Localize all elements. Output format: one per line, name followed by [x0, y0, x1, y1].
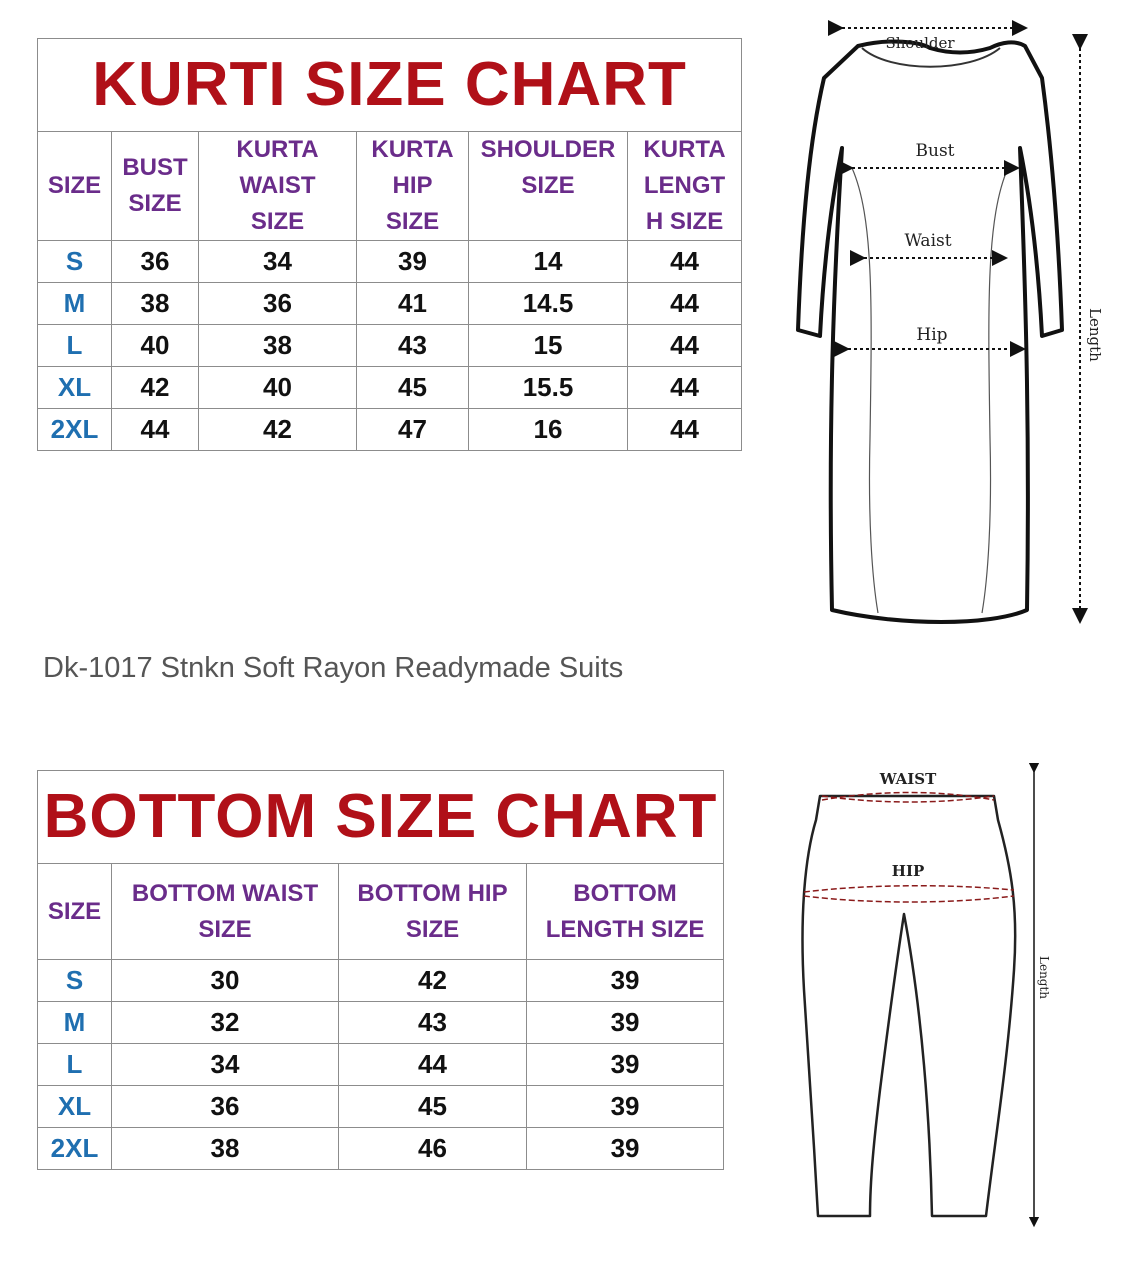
waist-label: WAIST [879, 770, 937, 788]
waist-value: 36 [199, 283, 357, 325]
product-caption: Dk-1017 Stnkn Soft Rayon Readymade Suits [43, 652, 624, 684]
bottom-length-value: 39 [527, 1044, 724, 1086]
hip-label: HIP [891, 862, 925, 880]
header-bottom-hip-size: BOTTOM HIP SIZE [339, 864, 527, 960]
bottom-hip-value: 44 [339, 1044, 527, 1086]
shoulder-value: 14.5 [469, 283, 628, 325]
pants-outline [803, 796, 1016, 1216]
length-value: 44 [628, 325, 742, 367]
kurti-chart-title: KURTI SIZE CHART [38, 39, 742, 132]
table-row [38, 960, 724, 1002]
header-bust-size: BUST SIZE [112, 132, 199, 241]
size-label: L [38, 325, 112, 367]
bottom-waist-value: 30 [112, 960, 339, 1002]
header-bottom-waist-size: BOTTOM WAIST SIZE [112, 864, 339, 960]
length-value: 44 [628, 283, 742, 325]
header-kurta-hip-size: KURTA HIP SIZE [357, 132, 469, 241]
waist-value: 38 [199, 325, 357, 367]
hip-value: 39 [357, 241, 469, 283]
waist-value: 34 [199, 241, 357, 283]
length-label: Length [1037, 956, 1051, 1000]
length-value: 44 [628, 409, 742, 451]
bottom-header-row [38, 864, 724, 960]
bottom-length-value: 39 [527, 1128, 724, 1170]
bust-value: 42 [112, 367, 199, 409]
bottom-size-table [37, 770, 724, 1170]
size-label: 2XL [38, 409, 112, 451]
kurti-header-row [38, 132, 742, 241]
header-shoulder-size: SHOULDER SIZE [469, 132, 628, 241]
table-row [38, 1044, 724, 1086]
size-label: XL [38, 367, 112, 409]
waist-value: 40 [199, 367, 357, 409]
bottom-length-value: 39 [527, 960, 724, 1002]
hip-value: 47 [357, 409, 469, 451]
header-kurta-length-size: KURTA LENGT H SIZE [628, 132, 742, 241]
length-value: 44 [628, 241, 742, 283]
shoulder-value: 15.5 [469, 367, 628, 409]
size-label: M [38, 1002, 112, 1044]
shoulder-value: 14 [469, 241, 628, 283]
bust-value: 38 [112, 283, 199, 325]
shoulder-value: 16 [469, 409, 628, 451]
header-bottom-length-size: BOTTOM LENGTH SIZE [527, 864, 724, 960]
table-row [38, 409, 742, 451]
kurti-size-table [37, 38, 742, 451]
size-label: L [38, 1044, 112, 1086]
bottom-hip-value: 42 [339, 960, 527, 1002]
bottom-hip-value: 46 [339, 1128, 527, 1170]
bottom-hip-value: 43 [339, 1002, 527, 1044]
table-row [38, 325, 742, 367]
table-row [38, 1002, 724, 1044]
hip-value: 41 [357, 283, 469, 325]
length-value: 44 [628, 367, 742, 409]
bottom-hip-value: 45 [339, 1086, 527, 1128]
shoulder-value: 15 [469, 325, 628, 367]
bottom-measurement-diagram [790, 760, 1070, 1230]
size-label: XL [38, 1086, 112, 1128]
bottom-waist-value: 38 [112, 1128, 339, 1170]
hip-value: 45 [357, 367, 469, 409]
kurti-measurement-diagram [780, 18, 1120, 638]
bust-label: Bust [915, 141, 955, 161]
table-row [38, 283, 742, 325]
length-label: Length [1086, 308, 1104, 362]
waist-label: Waist [904, 231, 952, 251]
waist-value: 42 [199, 409, 357, 451]
size-label: S [38, 960, 112, 1002]
table-row [38, 367, 742, 409]
bust-value: 36 [112, 241, 199, 283]
bottom-waist-value: 36 [112, 1086, 339, 1128]
bust-value: 40 [112, 325, 199, 367]
size-label: 2XL [38, 1128, 112, 1170]
bust-value: 44 [112, 409, 199, 451]
bottom-chart-title: BOTTOM SIZE CHART [38, 771, 724, 864]
header-kurta-waist-size: KURTA WAIST SIZE [199, 132, 357, 241]
table-row [38, 241, 742, 283]
bottom-length-value: 39 [527, 1002, 724, 1044]
shoulder-label: Shoulder [885, 34, 955, 52]
bottom-length-value: 39 [527, 1086, 724, 1128]
header-size: SIZE [38, 132, 112, 241]
table-row [38, 1086, 724, 1128]
size-label: S [38, 241, 112, 283]
size-label: M [38, 283, 112, 325]
bottom-waist-value: 34 [112, 1044, 339, 1086]
hip-value: 43 [357, 325, 469, 367]
hip-label: Hip [916, 325, 948, 345]
table-row [38, 1128, 724, 1170]
header-size: SIZE [38, 864, 112, 960]
bottom-waist-value: 32 [112, 1002, 339, 1044]
